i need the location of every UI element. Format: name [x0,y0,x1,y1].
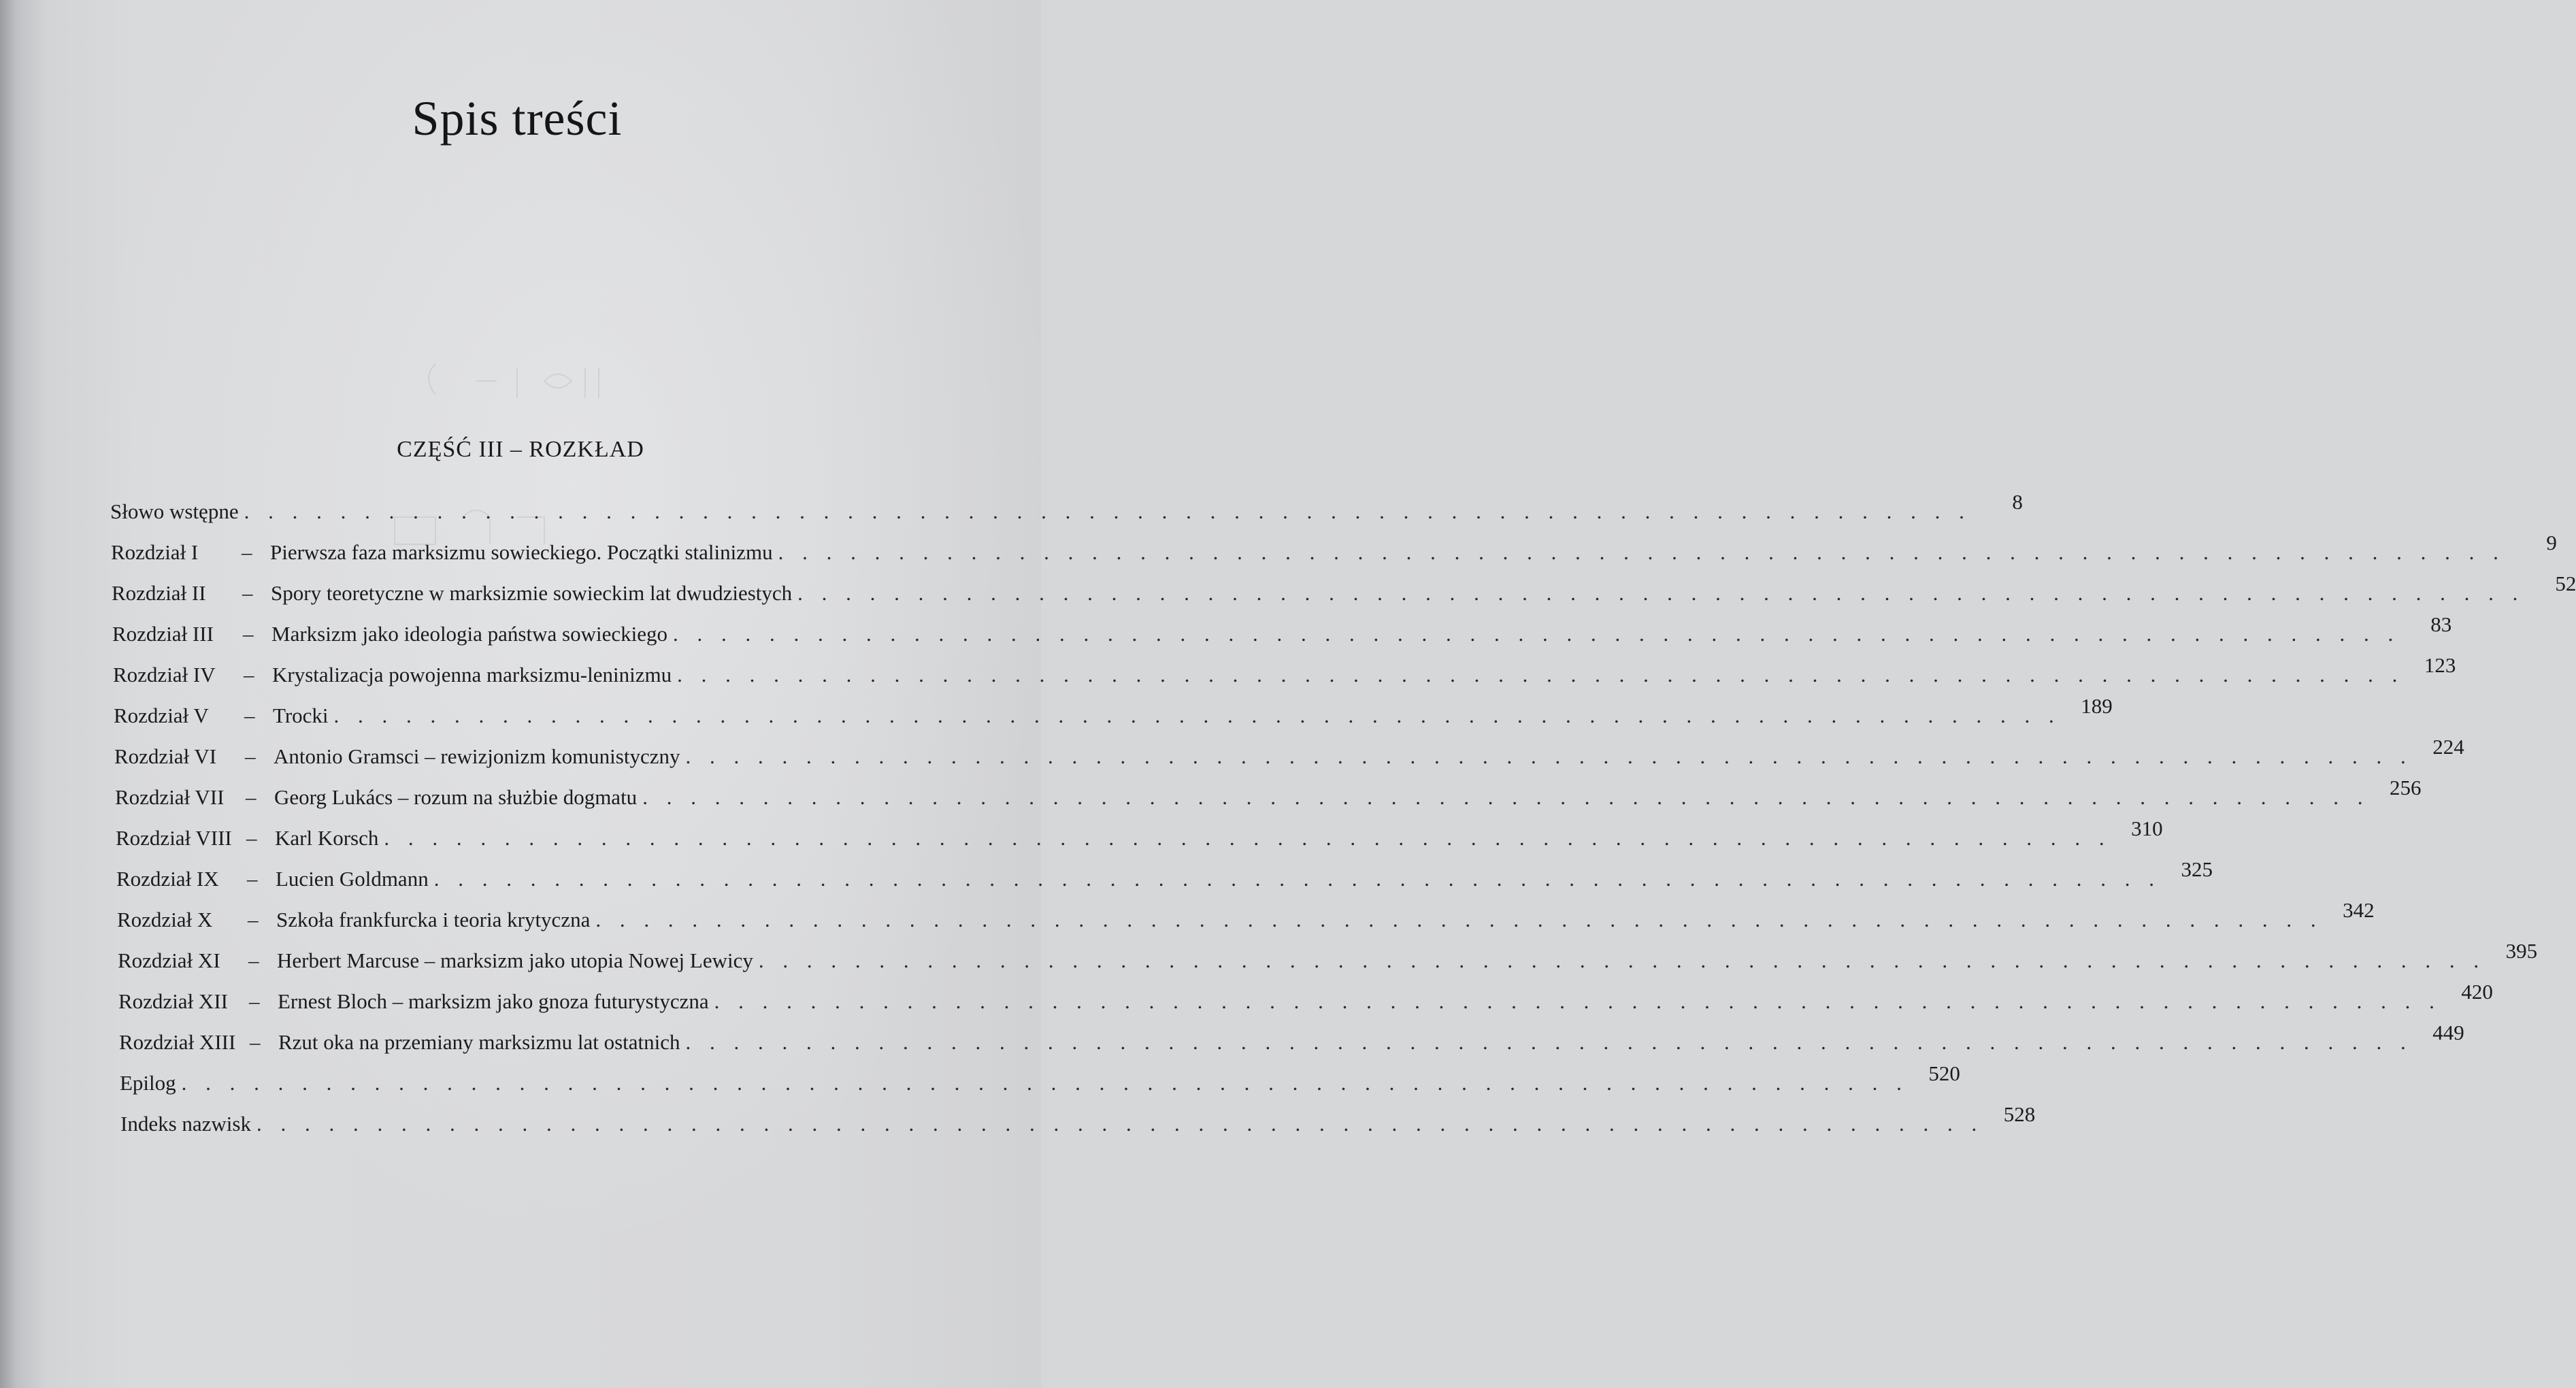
page-number: 83 [2430,612,2452,636]
separator-dash: – [244,663,254,687]
toc-entry-chapter-8 [116,816,2163,853]
separator-dash: – [247,867,258,891]
entry-label: Epilog [120,1071,176,1095]
chapter-label: Rozdział VIII [116,826,232,850]
toc-entry-epilogue [120,1061,1960,1098]
dot-leader: . . . . . . . . . . . . . . . . . . . . . . . . . . . . . . . . . . . . . . . . . . . . . . . . . . . . . . . . . . . . . . . . . . . . . . . . [797,581,2525,605]
page-number: 310 [2131,816,2163,840]
chapter-label: Rozdział III [112,622,214,646]
chapter-title: Marksizm jako ideologia państwa sowieckiego [271,622,667,646]
toc-entry-chapter-9 [116,857,2213,894]
chapter-label: Rozdział X [117,908,213,931]
page-number: 395 [2505,939,2538,963]
toc-entry-chapter-7 [115,776,2422,812]
page-number: 342 [2343,898,2375,922]
dot-leader: . . . . . . . . . . . . . . . . . . . . . . . . . . . . . . . . . . . . . . . . . . . . . . . . . . . . . . . . . . . . . . . . . . . . . . . . [244,499,1971,523]
toc-entry-chapter-3 [112,612,2452,649]
chapter-title: Pierwsza faza marksizmu sowieckiego. Początki stalinizmu [270,540,773,564]
dot-leader: . . . . . . . . . . . . . . . . . . . . . . . . . . . . . . . . . . . . . . . . . . . . . . . . . . . . . . . . . . . . . . . . . . . . . . . . [595,908,2323,931]
chapter-title: Lucien Goldmann [276,867,429,891]
dot-leader: . . . . . . . . . . . . . . . . . . . . . . . . . . . . . . . . . . . . . . . . . . . . . . . . . . . . . . . . . . . . . . . . . . . . . . . . [677,663,2405,687]
dot-leader: . . . . . . . . . . . . . . . . . . . . . . . . . . . . . . . . . . . . . . . . . . . . . . . . . . . . . . . . . . . . . . . . . . . . . . . . [256,1112,1984,1136]
toc-entry-chapter-13 [119,1021,2464,1057]
page-number: 256 [2389,776,2422,799]
separator-dash: – [246,785,257,809]
page-number: 224 [2432,735,2464,759]
chapter-label: Rozdział II [112,581,206,605]
chapter-title: Herbert Marcuse – marksizm jako utopia Nowej Lewicy [277,948,753,972]
dot-leader: . . . . . . . . . . . . . . . . . . . . . . . . . . . . . . . . . . . . . . . . . . . . . . . . . . . . . . . . . . . . . . . . . . . . . . . . [685,1030,2413,1054]
separator-dash: – [248,948,259,972]
separator-dash: – [242,581,253,605]
dot-leader: . . . . . . . . . . . . . . . . . . . . . . . . . . . . . . . . . . . . . . . . . . . . . . . . . . . . . . . . . . . . . . . . . . . . . . . . [758,948,2486,972]
page-number: 528 [2003,1102,2036,1126]
entry-label: Słowo wstępne [110,499,239,523]
toc-entry-chapter-6 [114,735,2464,772]
dot-leader: . . . . . . . . . . . . . . . . . . . . . . . . . . . . . . . . . . . . . . . . . . . . . . . . . . . . . . . . . . . . . . . . . . . . . . . . [333,704,2061,727]
dot-leader: . . . . . . . . . . . . . . . . . . . . . . . . . . . . . . . . . . . . . . . . . . . . . . . . . . . . . . . . . . . . . . . . . . . . . . . . [714,989,2441,1013]
chapter-label: Rozdział XII [118,989,228,1013]
chapter-title: Georg Lukács – rozum na służbie dogmatu [274,785,638,809]
separator-dash: – [246,826,257,850]
separator-dash: – [242,540,252,564]
toc-entry-chapter-2 [112,572,2576,608]
separator-dash: – [243,622,254,646]
page-number: 123 [2424,653,2456,677]
page-number: 420 [2461,980,2493,1004]
dot-leader: . . . . . . . . . . . . . . . . . . . . . . . . . . . . . . . . . . . . . . . . . . . . . . . . . . . . . . . . . . . . . . . . . . . . . . . . [433,867,2161,891]
page-number: 9 [2546,531,2557,555]
toc-entry-chapter-5 [114,694,2113,731]
chapter-label: Rozdział XIII [119,1030,236,1054]
toc-entry-preface [110,490,2023,527]
chapter-title: Rzut oka na przemiany marksizmu lat ostatnich [278,1030,680,1054]
toc-entry-chapter-1 [111,531,2557,567]
dot-leader: . . . . . . . . . . . . . . . . . . . . . . . . . . . . . . . . . . . . . . . . . . . . . . . . . . . . . . . . . . . . . . . . . . . . . . . . [181,1071,1909,1095]
chapter-title: Krystalizacja powojenna marksizmu-leninizmu [272,663,672,687]
chapter-title: Ernest Bloch – marksizm jako gnoza futurystyczna [278,989,709,1013]
chapter-title: Spory teoretyczne w marksizmie sowieckim lat dwudziestych [271,581,793,605]
page-number: 8 [2012,490,2023,514]
toc-entry-chapter-11 [118,939,2538,976]
page-title: Spis treści [412,91,623,146]
chapter-label: Rozdział XI [118,948,220,972]
dot-leader: . . . . . . . . . . . . . . . . . . . . . . . . . . . . . . . . . . . . . . . . . . . . . . . . . . . . . . . . . . . . . . . . . . . . . . . . [672,622,2400,646]
page-number: 52 [2555,572,2576,595]
chapter-title: Trocki [273,704,329,727]
dot-leader: . . . . . . . . . . . . . . . . . . . . . . . . . . . . . . . . . . . . . . . . . . . . . . . . . . . . . . . . . . . . . . . . . . . . . . . . [642,785,2370,809]
page-number: 325 [2181,857,2213,881]
dot-leader: . . . . . . . . . . . . . . . . . . . . . . . . . . . . . . . . . . . . . . . . . . . . . . . . . . . . . . . . . . . . . . . . . . . . . . . . [384,826,2111,850]
dot-leader: . . . . . . . . . . . . . . . . . . . . . . . . . . . . . . . . . . . . . . . . . . . . . . . . . . . . . . . . . . . . . . . . . . . . . . . . [778,540,2505,564]
separator-dash: – [250,1030,261,1054]
toc-entry-name-index [120,1102,2036,1139]
page-number: 449 [2432,1021,2464,1044]
separator-dash: – [248,908,259,931]
chapter-label: Rozdział V [114,704,209,727]
page-number: 520 [1928,1061,1960,1085]
entry-label: Indeks nazwisk [120,1112,251,1136]
separator-dash: – [244,704,255,727]
chapter-title: Karl Korsch [275,826,379,850]
chapter-label: Rozdział IX [116,867,219,891]
chapter-label: Rozdział VII [115,785,225,809]
dot-leader: . . . . . . . . . . . . . . . . . . . . . . . . . . . . . . . . . . . . . . . . . . . . . . . . . . . . . . . . . . . . . . . . . . . . . . . . [685,744,2413,768]
chapter-label: Rozdział VI [114,744,217,768]
chapter-label: Rozdział IV [113,663,216,687]
chapter-title: Szkoła frankfurcka i teoria krytyczna [276,908,591,931]
toc-entry-chapter-10 [117,898,2375,935]
toc-entry-chapter-4 [113,653,2456,690]
chapter-label: Rozdział I [111,540,199,564]
separator-dash: – [249,989,260,1013]
page-number: 189 [2081,694,2113,718]
toc-entry-chapter-12 [118,980,2493,1017]
chapter-title: Antonio Gramsci – rewizjonizm komunistyczny [274,744,680,768]
part-heading: CZĘŚĆ III – ROZKŁAD [397,437,644,462]
separator-dash: – [245,744,256,768]
